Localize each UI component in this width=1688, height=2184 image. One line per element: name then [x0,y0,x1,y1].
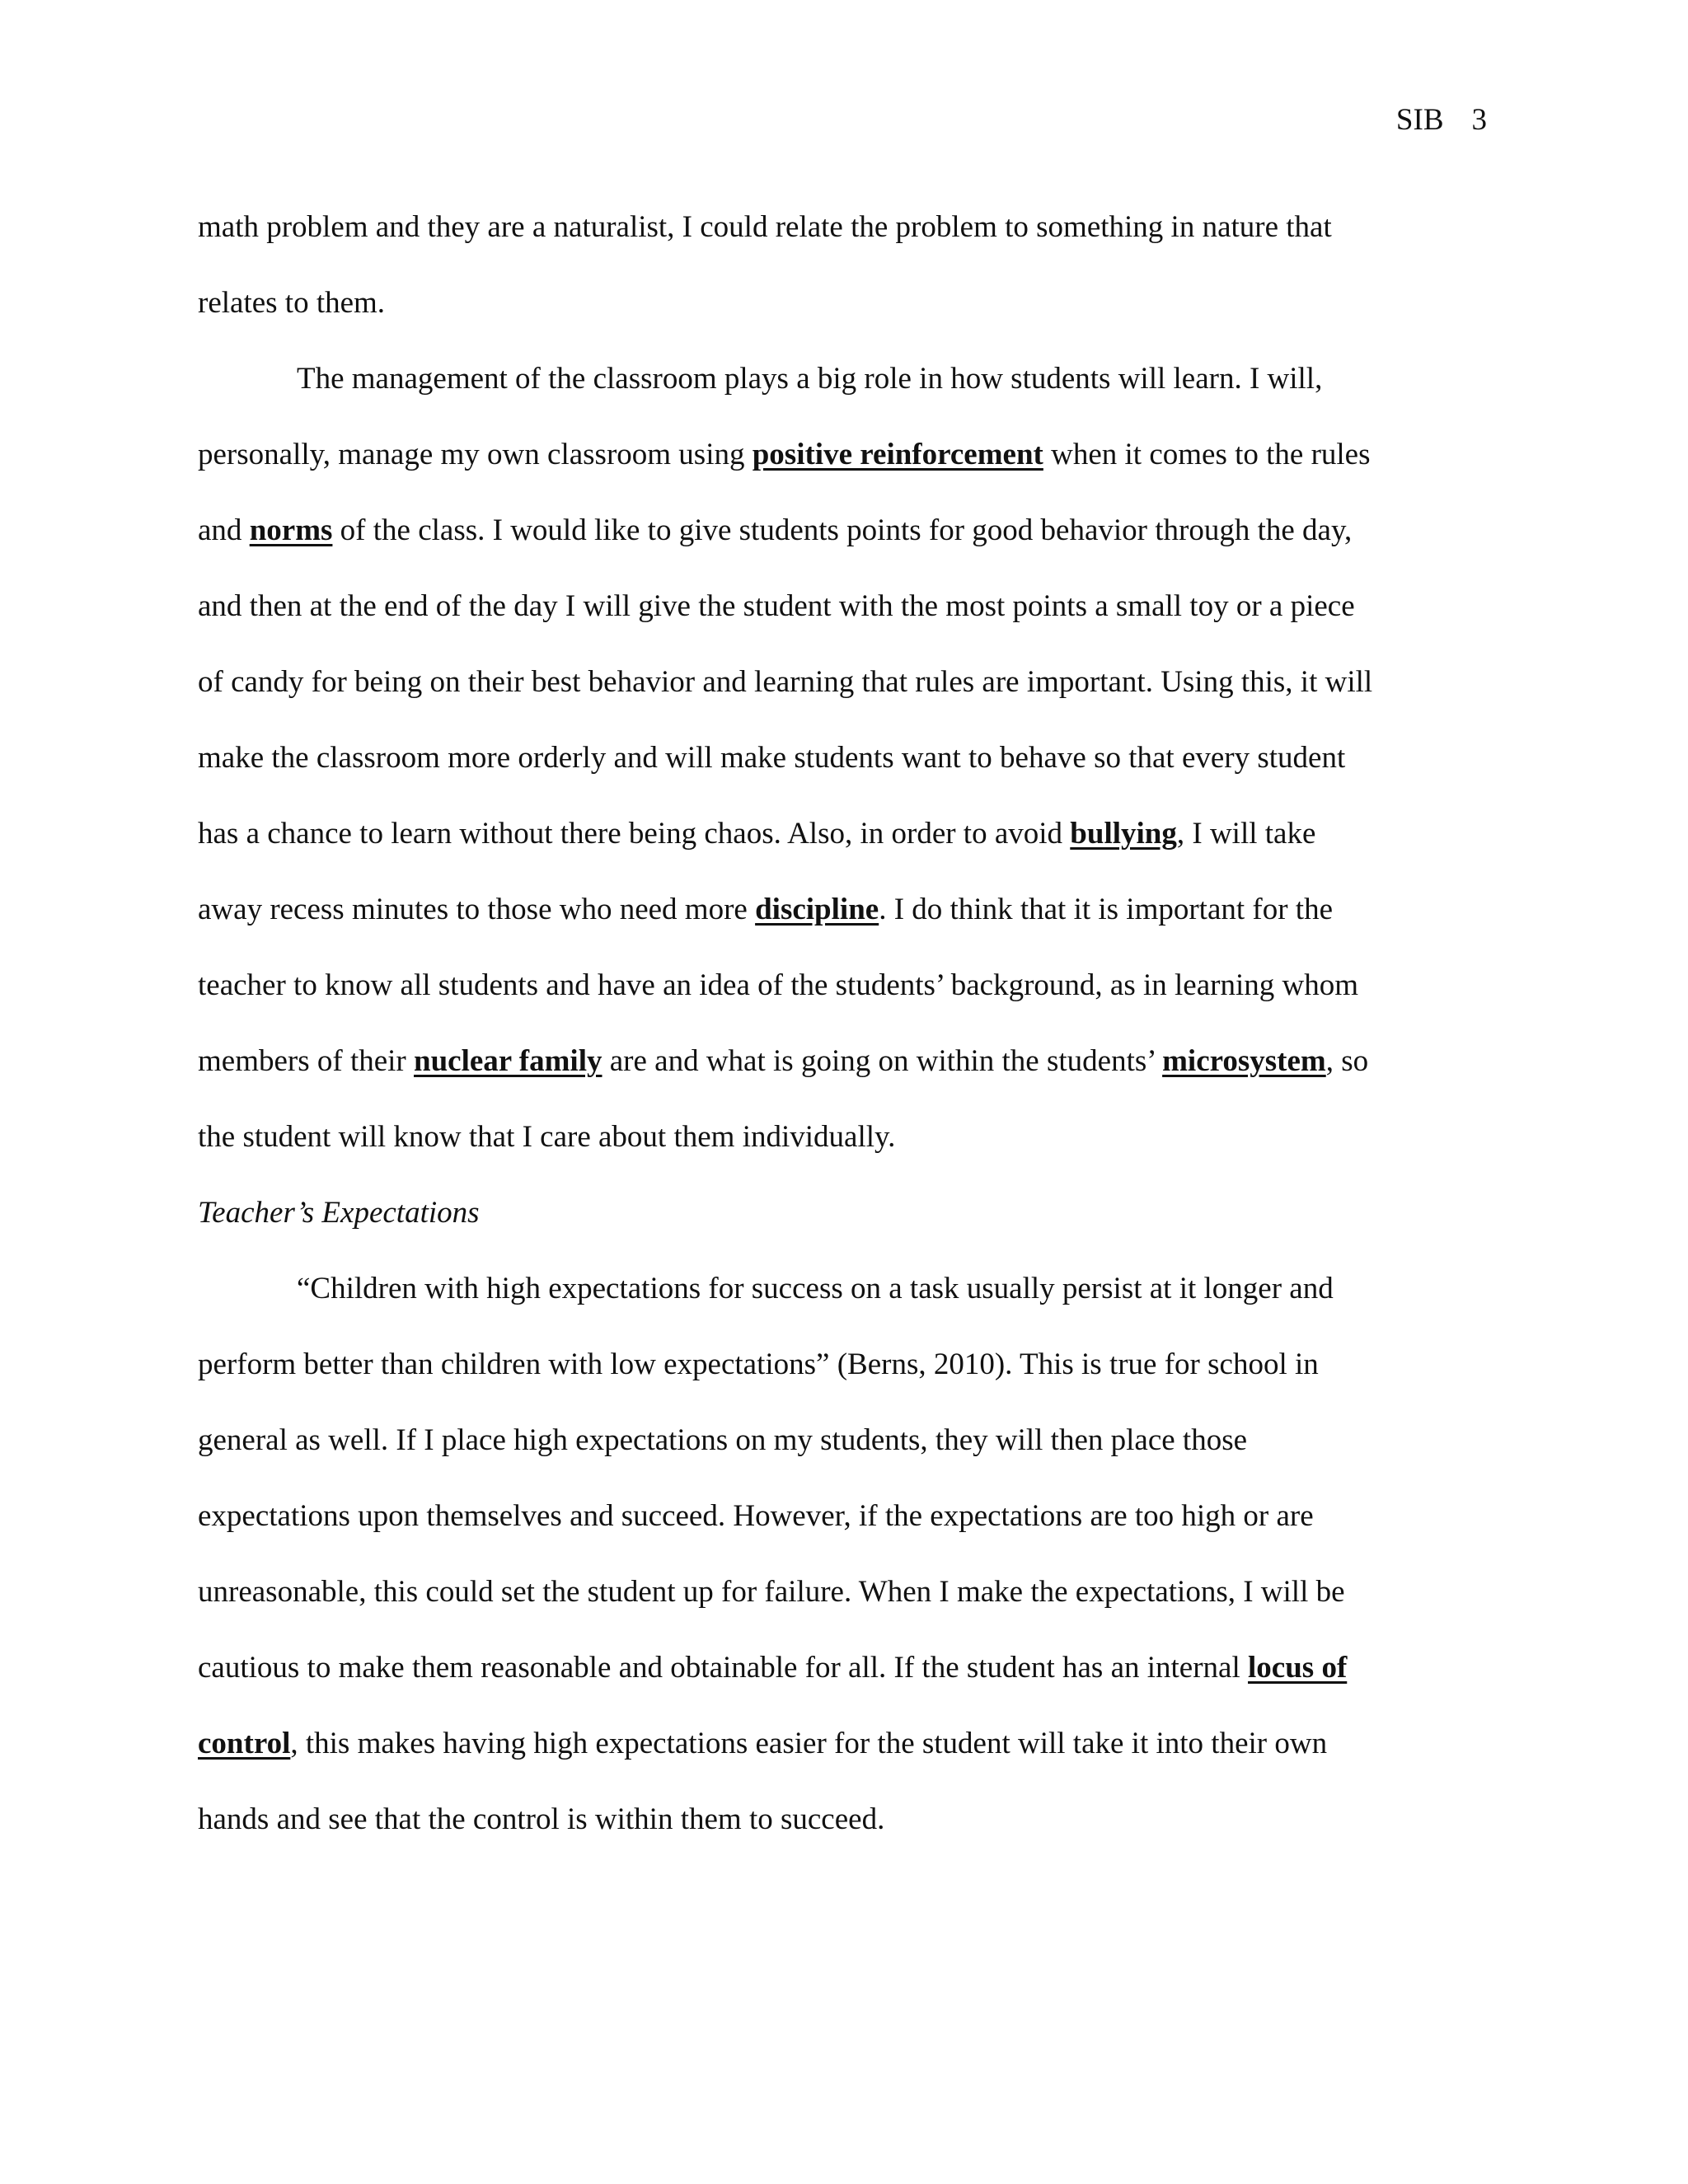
text-run: of the class. I would like to give students points for good behavior through the day, [332,513,1353,547]
text-run: math problem and they are a naturalist, I could relate the problem to something in nature that [198,210,1332,244]
text-run: general as well. If I place high expectations on my students, they will then place those [198,1423,1248,1457]
paragraph-line [198,1479,1490,1554]
key-term-positive-reinforcement: positive reinforcement [752,438,1043,471]
text-run: when it comes to the rules [1043,438,1371,471]
paragraph-line [198,265,1490,341]
text-run: away recess minutes to those who need more [198,893,756,926]
text-run: unreasonable, this could set the student up for failure. When I make the expectations, I will be [198,1575,1345,1609]
text-run: members of their [198,1044,414,1078]
paragraph-line [198,1554,1490,1630]
text-run: “Children with high expectations for success on a task usually persist at it longer and [297,1272,1334,1305]
key-term-microsystem: microsystem [1162,1044,1326,1078]
paragraph-line [198,1782,1490,1858]
text-run: hands and see that the control is within them to succeed. [198,1802,885,1836]
paragraph-line [198,872,1490,948]
text-run: , so [1325,1044,1369,1078]
body-text [198,190,1490,1858]
paragraph-line [198,190,1490,265]
paragraph-line [198,720,1490,796]
paragraph-line [198,569,1490,644]
text-run: . I do think that it is important for the [879,893,1334,926]
text-run: teacher to know all students and have an idea of the students’ background, as in learning whom [198,968,1358,1002]
text-run: personally, manage my own classroom using [198,438,753,471]
paragraph-line [198,644,1490,720]
key-term-nuclear-family: nuclear family [414,1044,603,1078]
text-run: make the classroom more orderly and will make students want to behave so that every student [198,741,1346,775]
text-run: and then at the end of the day I will give the student with the most points a small toy or a piece [198,589,1355,623]
key-term-bullying: bullying [1070,817,1177,851]
paragraph-line [198,796,1490,872]
paragraph-line [198,1706,1490,1782]
text-run: the student will know that I care about them individually. [198,1120,896,1154]
paragraph-line [198,417,1490,493]
text-run: , I will take [1176,817,1316,851]
key-term-norms: norms [249,513,333,547]
paragraph-first-line [198,341,1490,417]
key-term-locus-of-control: control [198,1727,291,1760]
key-term-discipline: discipline [755,893,879,926]
paragraph-line [198,1403,1490,1479]
running-head [1396,96,1487,145]
paragraph-first-line [198,1251,1490,1327]
paragraph-line [198,1024,1490,1099]
text-run: of candy for being on their best behavior and learning that rules are important. Using this, it will [198,665,1373,699]
page-number: 3 [1471,103,1487,137]
text-run: are and what is going on within the students’ [602,1044,1163,1078]
running-head-title: SIB [1395,103,1444,137]
paragraph-line [198,1630,1490,1706]
paragraph-line [198,1099,1490,1175]
heading-text: Teacher’s Expectations [198,1196,480,1230]
paragraph-line [198,1327,1490,1403]
text-run: and [198,513,250,547]
text-run: cautious to make them reasonable and obtainable for all. If the student has an internal [198,1651,1249,1685]
key-term-locus-of-control: locus of [1248,1651,1348,1685]
paragraph-line [198,493,1490,569]
text-run: expectations upon themselves and succeed. However, if the expectations are too high or are [198,1499,1314,1533]
section-heading [198,1175,1490,1251]
text-run: The management of the classroom plays a big role in how students will learn. I will, [297,362,1323,396]
text-run: , this makes having high expectations easier for the student will take it into their own [290,1727,1328,1760]
text-run: relates to them. [198,286,386,320]
paragraph-line [198,948,1490,1024]
text-run: perform better than children with low expectations” (Berns, 2010). This is true for school in [198,1347,1319,1381]
text-run: has a chance to learn without there being chaos. Also, in order to avoid [198,817,1071,851]
